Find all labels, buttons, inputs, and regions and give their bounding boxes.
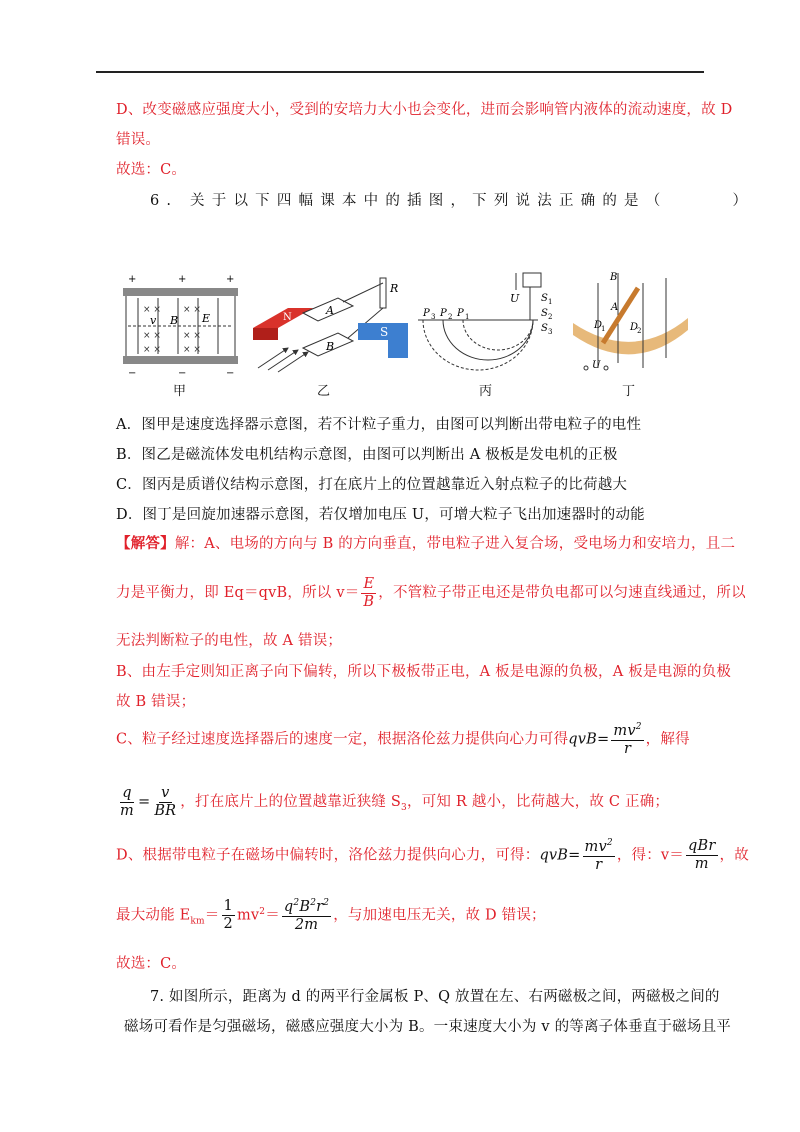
question-6-stem: 6. 关于以下四幅课本中的插图，下列说法正确的是（ ） [150,193,755,209]
figure-label-bing: 丙 [479,384,493,399]
svg-text:P: P [440,308,447,319]
svg-text:2: 2 [448,313,453,321]
svg-text:A: A [611,302,619,313]
label-E: E [202,312,211,325]
svg-text:−: − [178,368,187,378]
svg-text:1: 1 [601,325,606,333]
answer-line-8: D、根据带电粒子在磁场中偏转时，洛伦兹力提供向心力，可得：qvB= $\frac{mv^2}{r}$ ，得：v＝ $\frac{\text{qBr}}{m}$ ，故 [116,838,749,873]
svg-text:3: 3 [431,313,436,321]
figure-strip [118,268,688,378]
svg-text:−: − [128,368,137,378]
svg-text:S: S [541,293,548,304]
svg-text:× ×: × × [183,331,201,341]
answer-line-9: 最大动能 $E_{km}=$ $\frac{1}{2}$ $mv^2=$ $\frac{q^2B^2r^2}{2m}$ ，与加速电压无关，故 D 错误； [116,898,546,933]
option-d: D．图丁是回旋加速器示意图，若仅增加电压 U，可增大粒子飞出加速器时的动能 [116,507,645,523]
answer-tag: 【解答】 [116,535,175,552]
label-B: B [170,314,179,327]
svg-text:1: 1 [465,313,470,321]
svg-text:P: P [457,308,464,319]
figure-label-jia: 甲 [173,384,187,399]
answer-line-3: 无法判断粒子的电性，故 A 错误； [116,633,343,649]
svg-text:× ×: × × [143,305,161,315]
svg-text:B: B [326,340,335,353]
answer-line-10: 故选：C。 [116,956,187,972]
svg-text:U: U [592,360,601,371]
fraction-q-over-m: $\frac{q}{m}$ [120,785,134,819]
svg-text:D: D [630,322,639,333]
fraction-v-over-BR: $\frac{v}{BR}$ [154,785,177,819]
svg-text:S: S [541,308,548,319]
answer-line-5: 故 B 错误； [116,694,196,710]
option-b: B．图乙是磁流体发电机结构示意图，由图可以判断出 A 极板是发电机的正极 [116,447,618,463]
answer-line-6: C、粒子经过速度选择器后的速度一定，根据洛伦兹力提供向心力可得qvB= $\frac{mv^2}{r}$ ，解得 [116,722,690,757]
svg-text:+: + [226,274,235,285]
text-line: D、改变磁感应强度大小，受到的安培力大小也会变化，进而会影响管内液体的流动速度，故 D [116,102,733,118]
option-c: C．图丙是质谱仪结构示意图，打在底片上的位置越靠近入射点粒子的比荷越大 [116,477,628,493]
question-7-line-1: 7. 如图所示，距离为 d 的两平行金属板 P、Q 放置在左、右两磁极之间，两磁极之间的 [150,989,720,1005]
svg-text:D: D [594,320,603,331]
svg-text:× ×: × × [143,345,161,355]
bottom-plate [123,356,238,364]
header-rule [96,71,704,73]
fraction-E-over-B: $\frac{E}{B}$ [363,576,375,610]
svg-text:2: 2 [548,313,553,321]
fraction-qBr-over-m: $\frac{\text{qBr}}{m}$ [688,838,716,873]
svg-text:+: + [178,274,187,285]
svg-text:2: 2 [637,327,642,335]
svg-text:A: A [326,304,334,317]
figure-bing [418,273,552,370]
figure-yi [253,278,408,372]
svg-text:1: 1 [548,298,553,306]
figure-ding [573,272,688,371]
plus-sign: + [128,274,137,285]
svg-text:× ×: × × [143,331,161,341]
fraction-kinetic-energy: $\frac{q^2B^2r^2}{2m}$ [283,898,330,933]
fraction-mv2-over-r: $\frac{mv^2}{r}$ [613,722,642,757]
question-7-line-2: 磁场可看作是匀强磁场，磁感应强度大小为 B。一束速度大小为 v 的等离子体垂直于磁场且平 [124,1019,731,1035]
svg-text:U: U [510,292,520,305]
answer-line-4: B、由左手定则知正离子向下偏转，所以下极板带正电，A 板是电源的负极，A 板是电源的负极 [116,664,732,680]
answer-line-2: 力是平衡力，即 Eq＝qvB，所以 v＝ $\frac{E}{B}$ ，不管粒子带正电还是带负电都可以匀速直线通过，所以 [116,576,746,610]
svg-text:× ×: × × [183,305,201,315]
svg-text:S: S [380,325,389,339]
figure-label-yi: 乙 [317,384,331,399]
label-N: N [283,312,292,323]
svg-text:S: S [541,323,548,334]
answer-line-1: 【解答】解：A、电场的方向与 B 的方向垂直，带电粒子进入复合场，受电场力和安培力，且二 [116,535,736,552]
svg-text:−: − [226,368,235,378]
answer-line-7: $\frac{q}{m}$ = $\frac{v}{BR}$ ，打在底片上的位置越靠近狭缝 $S_3$，可知 R 越小，比荷越大，故 C 正确； [120,785,670,819]
svg-text:P: P [423,308,430,319]
label-v: v [150,314,157,327]
top-plate [123,288,238,296]
text-line: 错误。 [116,132,161,148]
text-line: 故选：C。 [116,162,187,178]
option-a: A．图甲是速度选择器示意图，若不计粒子重力，由图可以判断出带电粒子的电性 [116,417,642,433]
figure-jia [123,274,238,378]
figure-label-ding: 丁 [622,384,636,399]
svg-text:B: B [610,272,618,283]
svg-text:R: R [390,282,399,295]
svg-text:3: 3 [548,328,553,336]
svg-text:× ×: × × [183,345,201,355]
